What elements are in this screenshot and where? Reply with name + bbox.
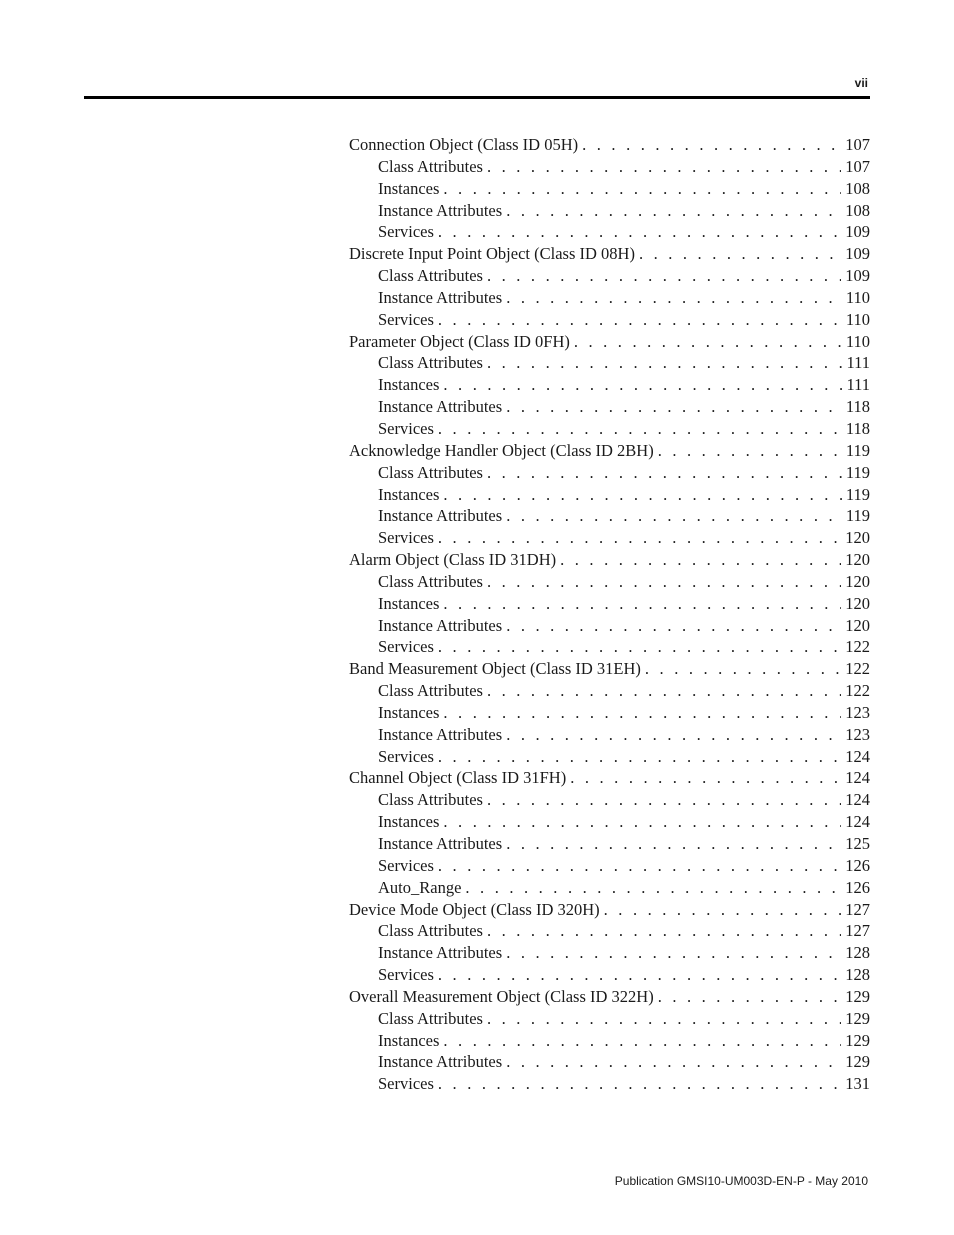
- toc-subentry[interactable]: [349, 287, 870, 309]
- toc-leader-dots: [658, 440, 842, 462]
- toc-subentry[interactable]: [349, 964, 870, 986]
- toc-leader-dots: [443, 1030, 841, 1052]
- toc-subentry[interactable]: [349, 615, 870, 637]
- toc-entry[interactable]: [349, 331, 870, 353]
- toc-entry-page: 110: [845, 331, 870, 351]
- toc-leader-dots: [487, 265, 841, 287]
- toc-leader-dots: [570, 767, 841, 789]
- toc-entry-page: 120: [845, 550, 870, 570]
- toc-entry-title: Auto_Range: [378, 877, 462, 897]
- toc-entry-title: Acknowledge Handler Object (Class ID 2BH): [349, 440, 654, 460]
- toc-subentry[interactable]: [349, 178, 870, 200]
- toc-subentry[interactable]: [349, 855, 870, 877]
- toc-entry-page: 128: [845, 943, 870, 963]
- toc-leader-dots: [604, 899, 842, 921]
- toc-subentry[interactable]: [349, 593, 870, 615]
- toc-entry-page: 122: [845, 637, 870, 657]
- publication-footer: Publication GMSI10-UM003D-EN-P - May 2010: [614, 1174, 868, 1188]
- toc-entry-title: Channel Object (Class ID 31FH): [349, 768, 567, 788]
- toc-leader-dots: [582, 134, 841, 156]
- toc-leader-dots: [487, 352, 843, 374]
- toc-entry-title: Services: [378, 637, 434, 657]
- toc-subentry[interactable]: [349, 221, 870, 243]
- toc-entry-page: 107: [845, 135, 870, 154]
- toc-leader-dots: [443, 593, 841, 615]
- toc-entry-title: Instances: [378, 812, 440, 832]
- toc-entry-title: Band Measurement Object (Class ID 31EH): [349, 659, 641, 679]
- toc-leader-dots: [487, 789, 841, 811]
- toc-leader-dots: [438, 309, 842, 331]
- toc-entry-title: Services: [378, 222, 434, 242]
- toc-subentry[interactable]: [349, 571, 870, 593]
- toc-leader-dots: [438, 527, 841, 549]
- toc-entry-title: Discrete Input Point Object (Class ID 08H): [349, 244, 635, 264]
- toc-leader-dots: [560, 549, 841, 571]
- toc-leader-dots: [438, 1073, 841, 1095]
- toc-entry-page: 119: [845, 440, 870, 460]
- toc-leader-dots: [438, 221, 841, 243]
- toc-subentry[interactable]: [349, 1030, 870, 1052]
- toc-entry-title: Services: [378, 418, 434, 438]
- toc-entry-page: 129: [845, 1052, 870, 1072]
- toc-leader-dots: [487, 920, 841, 942]
- toc-entry[interactable]: [349, 767, 870, 789]
- toc-subentry[interactable]: [349, 789, 870, 811]
- toc-entry-page: 107: [845, 156, 870, 176]
- toc-leader-dots: [443, 484, 841, 506]
- toc-leader-dots: [438, 418, 842, 440]
- toc-entry-page: 125: [845, 834, 870, 853]
- toc-subentry[interactable]: [349, 942, 870, 964]
- toc-entry-title: Instance Attributes: [378, 200, 503, 220]
- toc-subentry[interactable]: [349, 462, 870, 484]
- toc-entry-title: Class Attributes: [378, 790, 483, 810]
- toc-subentry[interactable]: [349, 1008, 870, 1030]
- table-of-contents: [349, 134, 870, 1095]
- toc-subentry[interactable]: [349, 396, 870, 418]
- toc-entry-page: 109: [845, 244, 870, 264]
- toc-entry-page: 129: [845, 1008, 870, 1028]
- toc-leader-dots: [487, 571, 841, 593]
- toc-entry-page: 127: [845, 921, 870, 941]
- toc-leader-dots: [487, 680, 841, 702]
- page-number: vii: [854, 76, 868, 90]
- toc-subentry[interactable]: [349, 1051, 870, 1073]
- toc-leader-dots: [487, 156, 841, 178]
- toc-entry[interactable]: [349, 986, 870, 1008]
- toc-entry-page: 120: [845, 571, 870, 591]
- toc-subentry[interactable]: [349, 484, 870, 506]
- toc-entry-page: 126: [845, 877, 870, 897]
- toc-entry-page: 124: [845, 790, 870, 810]
- toc-entry-title: Instances: [378, 375, 440, 395]
- toc-entry-title: Class Attributes: [378, 353, 483, 373]
- toc-subentry[interactable]: [349, 833, 870, 855]
- toc-leader-dots: [438, 964, 841, 986]
- toc-leader-dots: [487, 1008, 841, 1030]
- toc-entry-title: Instance Attributes: [378, 615, 503, 635]
- toc-subentry[interactable]: [349, 1073, 870, 1095]
- toc-entry-page: 124: [845, 746, 870, 766]
- toc-entry-title: Parameter Object (Class ID 0FH): [349, 331, 570, 351]
- toc-subentry[interactable]: [349, 920, 870, 942]
- toc-entry-page: 109: [845, 266, 870, 286]
- toc-entry-page: 119: [845, 506, 870, 526]
- toc-leader-dots: [506, 287, 842, 309]
- toc-entry-page: 120: [845, 615, 870, 635]
- toc-leader-dots: [645, 658, 841, 680]
- toc-entry-title: Class Attributes: [378, 921, 483, 941]
- toc-entry-title: Services: [378, 746, 434, 766]
- toc-entry-title: Overall Measurement Object (Class ID 322H): [349, 986, 654, 1006]
- toc-entry[interactable]: [349, 549, 870, 571]
- toc-leader-dots: [443, 374, 842, 396]
- toc-entry[interactable]: [349, 658, 870, 680]
- toc-entry-title: Instances: [378, 178, 440, 198]
- toc-entry-title: Device Mode Object (Class ID 320H): [349, 899, 600, 919]
- toc-subentry[interactable]: [349, 200, 870, 222]
- toc-entry[interactable]: [349, 243, 870, 265]
- toc-entry-title: Alarm Object (Class ID 31DH): [349, 550, 557, 570]
- toc-entry-page: 118: [845, 397, 870, 417]
- toc-leader-dots: [506, 1051, 841, 1073]
- toc-subentry[interactable]: [349, 746, 870, 768]
- toc-subentry[interactable]: [349, 680, 870, 702]
- toc-entry-title: Services: [378, 855, 434, 875]
- toc-entry-title: Services: [378, 309, 434, 329]
- toc-subentry[interactable]: [349, 309, 870, 331]
- toc-leader-dots: [465, 877, 841, 899]
- toc-entry-title: Instance Attributes: [378, 943, 503, 963]
- toc-entry-page: 108: [845, 200, 870, 220]
- toc-entry-page: 127: [845, 899, 870, 919]
- toc-leader-dots: [506, 200, 841, 222]
- toc-entry-page: 120: [845, 593, 870, 613]
- toc-leader-dots: [506, 505, 842, 527]
- header-rule: [84, 96, 870, 99]
- toc-entry-page: 110: [845, 287, 870, 307]
- toc-leader-dots: [574, 331, 842, 353]
- toc-leader-dots: [438, 855, 841, 877]
- toc-subentry[interactable]: [349, 265, 870, 287]
- toc-entry-page: 122: [845, 681, 870, 701]
- toc-entry-page: 128: [845, 965, 870, 985]
- toc-entry-page: 109: [845, 222, 870, 242]
- toc-leader-dots: [506, 615, 841, 637]
- toc-leader-dots: [443, 178, 841, 200]
- toc-entry-page: 123: [845, 702, 870, 722]
- toc-entry-title: Instances: [378, 1030, 440, 1050]
- toc-entry-page: 119: [845, 462, 870, 482]
- toc-entry-title: Services: [378, 528, 434, 548]
- toc-entry-title: Connection Object (Class ID 05H): [349, 135, 579, 154]
- toc-leader-dots: [639, 243, 841, 265]
- toc-subentry[interactable]: [349, 156, 870, 178]
- toc-entry-title: Instance Attributes: [378, 724, 503, 744]
- toc-entry-page: 122: [845, 659, 870, 679]
- toc-entry-title: Class Attributes: [378, 1008, 483, 1028]
- toc-entry-title: Services: [378, 1074, 434, 1094]
- toc-leader-dots: [506, 833, 841, 855]
- toc-entry-page: 126: [845, 855, 870, 875]
- toc-entry-title: Instance Attributes: [378, 834, 503, 853]
- toc-entry-title: Instances: [378, 484, 440, 504]
- toc-entry-page: 129: [845, 986, 870, 1006]
- toc-entry-title: Instances: [378, 593, 440, 613]
- toc-subentry[interactable]: [349, 724, 870, 746]
- toc-leader-dots: [506, 724, 841, 746]
- toc-entry-title: Class Attributes: [378, 462, 483, 482]
- toc-subentry[interactable]: [349, 418, 870, 440]
- toc-leader-dots: [443, 811, 841, 833]
- toc-subentry[interactable]: [349, 505, 870, 527]
- toc-entry-title: Instance Attributes: [378, 397, 503, 417]
- toc-leader-dots: [438, 636, 841, 658]
- toc-leader-dots: [658, 986, 842, 1008]
- toc-subentry[interactable]: [349, 702, 870, 724]
- toc-entry-page: 108: [845, 178, 870, 198]
- toc-leader-dots: [506, 396, 842, 418]
- toc-entry-title: Instances: [378, 702, 440, 722]
- toc-leader-dots: [487, 462, 842, 484]
- toc-entry-page: 124: [845, 812, 870, 832]
- toc-subentry[interactable]: [349, 374, 870, 396]
- toc-entry[interactable]: [349, 440, 870, 462]
- toc-subentry[interactable]: [349, 636, 870, 658]
- toc-entry-title: Instance Attributes: [378, 1052, 503, 1072]
- toc-entry-title: Instance Attributes: [378, 506, 503, 526]
- toc-entry[interactable]: [349, 134, 870, 156]
- toc-entry-page: 118: [845, 418, 870, 438]
- toc-entry-page: 120: [845, 528, 870, 548]
- toc-entry-title: Instance Attributes: [378, 287, 503, 307]
- toc-entry[interactable]: [349, 899, 870, 921]
- toc-entry-page: 129: [845, 1030, 870, 1050]
- toc-subentry[interactable]: [349, 352, 870, 374]
- toc-entry-title: Class Attributes: [378, 571, 483, 591]
- toc-leader-dots: [506, 942, 841, 964]
- toc-leader-dots: [443, 702, 841, 724]
- toc-entry-title: Class Attributes: [378, 681, 483, 701]
- toc-entry-page: 110: [845, 309, 870, 329]
- toc-entry-title: Class Attributes: [378, 266, 483, 286]
- toc-entry-page: 123: [845, 724, 870, 744]
- toc-entry-title: Class Attributes: [378, 156, 483, 176]
- toc-entry-page: 124: [845, 768, 870, 788]
- toc-entry-page: 131: [845, 1074, 870, 1094]
- toc-entry-page: 119: [845, 484, 870, 504]
- toc-subentry[interactable]: [349, 811, 870, 833]
- toc-entry-title: Services: [378, 965, 434, 985]
- toc-entry-page: 111: [846, 375, 870, 395]
- toc-subentry[interactable]: [349, 877, 870, 899]
- toc-subentry[interactable]: [349, 527, 870, 549]
- toc-leader-dots: [438, 746, 841, 768]
- toc-entry-page: 111: [846, 353, 870, 373]
